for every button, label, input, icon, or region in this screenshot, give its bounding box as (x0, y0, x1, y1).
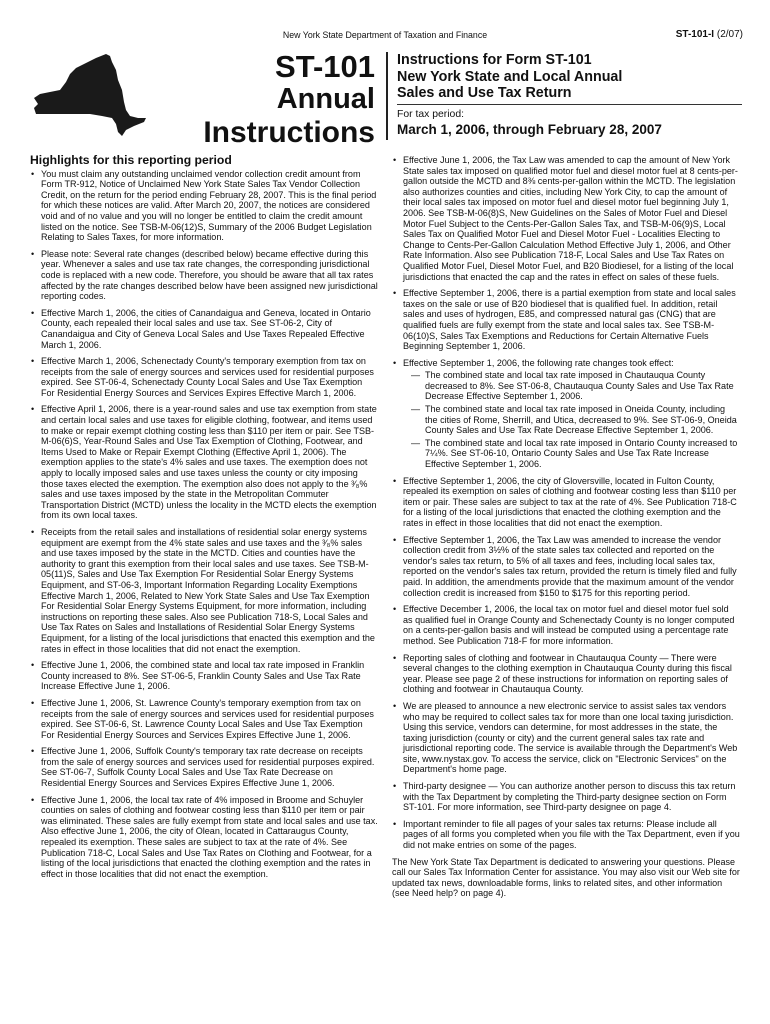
form-number (676, 29, 743, 40)
list-item: • Effective June 1, 2006, the combined state and local tax rate imposed in Franklin County increased to 8%. See ST-06-5, Franklin County Sales and Use Tax Rate Increase Effective June 1, 2006. (30, 660, 378, 692)
list-item: • Effective September 1, 2006, the Tax Law was amended to increase the vendor collection credit from 3½% of the state sales tax collected and reported on the vendor's sales tax return, to 5% of all taxes and fees, including local sales tax, reported on the vendor's sales tax return, provided the return is timely filed and fully paid. In addition, the amendments provide that the maximum amount of the vendor collection credit is increased from $150 to $175 for this reporting period. (392, 535, 740, 599)
sub-list-item: — The combined state and local tax rate imposed in Chautauqua County decreased to 8%. See ST-06-8, Chautauqua County Sales and Use Tax Rate Decrease Effective September 1, 2006. (409, 370, 740, 402)
list-item: • We are pleased to announce a new electronic service to assist sales tax vendors who may be required to collect sales tax for more than one local taxing jurisdiction. Using this service, vendors can determine, for most addresses in the state, the taxing jurisdiction (county or city) and the current general sales tax rate and jurisdictional reporting code. The service is available through the Department's Web site, www.nystax.gov. To access the service, click on "Electronic Services" on the Department's home page. (392, 701, 740, 775)
list-item: • Please note: Several rate changes (described below) became effective during this year. Whenever a sales and use tax rate changes, the corresponding jurisdictional code is replaced with a new code. Therefore, you should be aware that all tax rates affected by the rate changes described below have been assigned new jurisdictional reporting codes. (30, 249, 378, 302)
list-item: • Effective March 1, 2006, Schenectady County's temporary exemption from tax on receipts from the sale of energy sources and services used for residential purposes expired. See ST-06-4, Schenectady County Local Sales and Use Tax Exemption For Residential Energy Sources and Services Expires Effective March 1, 2006. (30, 356, 378, 398)
header-rule (397, 104, 742, 105)
big-title-line1: ST-101 (275, 49, 375, 84)
highlights-heading: Highlights for this reporting period (30, 153, 232, 167)
list-item: • Receipts from the retail sales and installations of residential solar energy systems equipment are exempt from the 4% state sales and use taxes and the ³⁄₈% sales and use taxes imposed by the state in the MCTD. Cities and counties have the authority to grant this exemption from their local sales and use taxes. See TSB-M-05(11)S, Sales and Use Tax Exemption For Residential Solar Energy Systems Equipment, and ST-06-3, Important Information Regarding Locality Exemptions Effective March 1, 2006, Related to New York State Sales and Use Tax Exemption For Residential Solar Energy Systems Equipment, for more information, including instructions on reporting these sales. Also see Publication 718-S, Local Sales and Use Tax Rates on Sales and Installations of Residential Solar Energy Systems Equipment, for a listing of the local jurisdictions that enacted this exemption and the rates in effect in those localities that did not enact the exemption. (30, 527, 378, 654)
list-item: • Effective June 1, 2006, St. Lawrence County's temporary exemption from tax on receipts from the sale of energy sources and services used for residential purposes expired. See ST-06-6, St. Lawrence County Local Sales and Use Tax Exemption For Residential Energy Sources and Services Expires Effective June 1, 2006. (30, 698, 378, 740)
sub-list-item: — The combined state and local tax rate imposed in Ontario County increased to 7¼%. See ST-06-10, Ontario County Sales and Use Tax Rate Increase Effective September 1, 2006. (409, 438, 740, 470)
list-item-text: Effective September 1, 2006, the following rate changes took effect: (403, 357, 674, 368)
list-item: • You must claim any outstanding unclaimed vendor collection credit amount from Form TR-912, Notice of Unclaimed New York State Sales Tax Vendor Collection Credit, on the return for the period ending February 28, 2007. This is the final period for which these notices are valid. After March 20, 2007, the notices are considered void and of no value and you will no longer be entitled to claim the credit amount listed on the notice. See TSB-M-06(12)S, Summary of the 2006 Budget Legislation Relating to Sales Taxes, for more information. (30, 169, 378, 243)
list-item: • Effective April 1, 2006, there is a year-round sales and use tax exemption from state and certain local sales and use taxes for eligible clothing, footwear, and items used to make or repair exempt clothing costing less than $110 per item or pair. See TSB-M-06(6)S, Year-Round Sales and Use Tax Exemption of Clothing, Footwear, and Items Used to Make or Repair Exempt Clothing (Effective April 1, 2006). The exemption applies to the state's 4% sales and use taxes. The exemption does not apply to locally imposed sales and use taxes unless the county or city imposing those taxes elected the exemption. The exemption also does not apply to the ³⁄₈% sales and use taxes imposed by the state in the Metropolitan Commuter Transportation District (MCTD) unless the locality in the MCTD elects the exemption from its own local taxes. (30, 404, 378, 521)
form-number-date: (2/07) (716, 29, 743, 40)
left-column (30, 155, 378, 885)
department-name: New York State Department of Taxation and Finance (282, 30, 488, 40)
list-item: • Third-party designee — You can authorize another person to discuss this tax return with the Tax Department by completing the Third-party designee section on Form ST-101. For more information, see Third-party designee on page 4. (392, 781, 740, 813)
sub-list-item: — The combined state and local tax rate imposed in Oneida County, including the cities of Rome, Sherrill, and Utica, decreased to 9%. See ST-06-9, Oneida County Sales and Use Tax Rate Decrease Effective September 1, 2006. (409, 404, 740, 436)
list-item: • Important reminder to file all pages of your sales tax returns: Please include all pages of all forms you completed when you file with the Tax Department, even if you did not make entries on some of the pages. (392, 819, 740, 851)
big-title-line3: Instructions (203, 116, 375, 149)
closing-paragraph: The New York State Tax Department is dedicated to answering your questions. Please call our Sales Tax Information Center for assistance. You may also visit our Web site for updated tax news, downloadable forms, links to related sites, and other information (see Need help? on page 4). (392, 856, 740, 899)
list-item: • Effective March 1, 2006, the cities of Canandaigua and Geneva, located in Ontario County, each repealed their local sales and use tax. See ST-06-2, City of Canandaigua and City of Geneva Local Sales and Use Taxes Repealed Effective March 1, 2006. (30, 308, 378, 350)
list-item: • Effective September 1, 2006, the city of Gloversville, located in Fulton County, repealed its exemption on sales of clothing and footwear costing less than $110 per item or pair. These sales are subject to tax at the rate of 4%. See Publication 718-C for a listing of the local jurisdictions that enacted the clothing exemption and the rates in effect in those localities that did not enact the exemption. (392, 476, 740, 529)
big-title-block (150, 50, 375, 149)
instructions-header (397, 52, 742, 139)
form-number-code: ST-101-I (675, 29, 715, 40)
list-item: • Effective June 1, 2006, Suffolk County's temporary tax rate decrease on receipts from the sale of energy sources and services used for residential purposes expired. See ST-06-7, Suffolk County Local Sales and Use Tax Rate Decrease on Residential Energy Sources and Services Expires Effective June 1, 2006. (30, 746, 378, 788)
instructions-subtitle-line1: New York State and Local Annual (397, 69, 623, 85)
list-item: • Reporting sales of clothing and footwear in Chautauqua County — There were several changes to the clothing exemption in Chautauqua County during this fiscal year. Please see page 2 of these instructions for information on reporting sales of clothing and footwear in Chautauqua County. (392, 653, 740, 695)
rate-change-sublist (409, 370, 740, 469)
instructions-subtitle-line2: Sales and Use Tax Return (397, 85, 572, 101)
right-bullet-list (392, 155, 740, 851)
list-item: • Effective June 1, 2006, the Tax Law was amended to cap the amount of New York State sales tax imposed on qualified motor fuel and diesel motor fuel at 8 cents-per-gallon outside the MCTD and 8⅜ cents-per-gallon within the MCTD. The legislation also authorizes counties and cities, including New York City, to cap the amount of their local sales tax imposed on motor fuel and diesel motor fuel beginning July 1, 2006. See TSB-M-06(8)S, New Guidelines on the Sales of Motor Fuel and Diesel Motor Fuel Subject to the Cents-Per-Gallon Sales Tax, and TSB-M-06(9)S, Local Sales Tax on Qualified Motor Fuel and Diesel Motor Fuel - Localities Electing to Change to Cents-Per-Gallon Calculation Method Effective July 1, 2006, and Other Rate Information. Also see Publication 718-F, Local Sales and Use Tax Rates on Qualified Motor Fuel, Diesel Motor Fuel, and B20 Biodiesel, for a listing of the local jurisdictions that enacted the cap and the rates in effect on sales of these fuels. (392, 155, 740, 282)
big-title-line2: Annual (276, 83, 375, 115)
title-divider (386, 52, 388, 140)
list-item-with-sublist (392, 358, 740, 470)
list-item: • Effective June 1, 2006, the local tax rate of 4% imposed in Broome and Schuyler counties on sales of clothing and footwear costing less than $110 per item or pair was eliminated. These sales are fully exempt from state and local sales and use tax. Also effective June 1, 2006, the city of Olean, located in Cattaraugus County, repealed its exemption. These sales are subject to tax at the rate of 4%. See Publication 718-C, Local Sales and Use Tax Rates on Clothing and Footwear, for a listing of the local jurisdictions that enacted the clothing exemption and the rates in effect in those localities that did not enact the exemption. (30, 795, 378, 880)
right-column (392, 155, 740, 899)
tax-period: March 1, 2006, through February 28, 2007 (397, 122, 662, 137)
list-item: • Effective September 1, 2006, there is a partial exemption from state and local sales taxes on the sale or use of B20 biodiesel that is qualified fuel. In addition, retail sales and uses of hydrogen, E85, and compressed natural gas (CNG) that are qualified fuels are fully exempt from the state and local sales tax. See TSB-M-06(10)S, Sales Tax Exemptions and Reductions for Certain Alternative Fuels Beginning September 1, 2006. (392, 288, 740, 352)
instructions-title: Instructions for Form ST-101 (397, 52, 592, 68)
left-bullet-list (30, 169, 378, 880)
new-york-state-map-icon (30, 52, 148, 138)
list-item: • Effective December 1, 2006, the local tax on motor fuel and diesel motor fuel sold as qualified fuel in Orange County and Schenectady County is no longer computed on a cents-per-gallon basis and will instead be computed using a percentage rate method. See Publication 718-F for more information. (392, 604, 740, 646)
tax-period-label: For tax period: (397, 109, 464, 120)
